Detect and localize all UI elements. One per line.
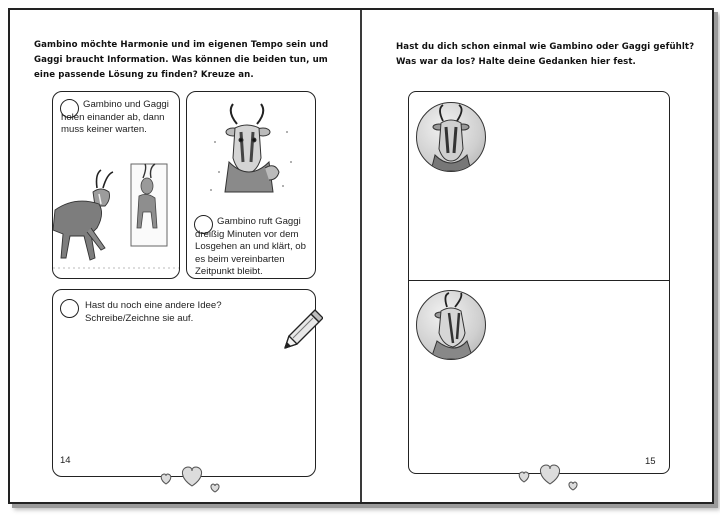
reflection-box [408,91,670,474]
option-card-2 [186,91,316,279]
heart-icon [211,484,219,492]
open-workbook [8,8,714,504]
pencil-icon [281,306,323,350]
right-intro-text: Hast du dich schon einmal wie Gambino oder Gaggi gefühlt? Was war da los? Halte deine Gedanken hier fest. [396,42,695,67]
heart-icon [519,472,529,482]
gaggi-portrait [416,290,486,360]
heart-icon [569,482,577,490]
option-3-line-2: Schreibe/Zeichne sie auf. [85,313,194,324]
heart-icon [161,474,171,484]
option-1-text: Gambino und Gaggi holen einander ab, dann muss keiner warten. [61,99,169,135]
option-2-text: Gambino ruft Gaggi dreißig Minuten vor dem Losgehen an und klärt, ob es beim vereinbarten Zeitpunkt bleibt. [195,216,306,277]
heart-icon [540,465,559,484]
right-page [362,10,712,502]
chamois-scene-illustration [53,158,179,276]
option-card-3 [52,289,316,477]
chamois-icon [53,170,113,260]
left-intro-text: Gambino möchte Harmonie und im eigenen Tempo sein und Gaggi braucht Information. Was können die beiden tun, um eine passende Lösung zu finden? Kreuze an. [34,40,329,80]
heart-icon [182,467,201,486]
hearts-decoration-left [160,462,222,494]
reflection-divider [409,280,669,281]
option-3-line-1: Hast du noch eine andere Idee? [85,300,222,311]
gambino-portrait [416,102,486,172]
chamois-icon [417,103,485,171]
chamois-icon [417,291,485,359]
option-card-1 [52,91,180,279]
left-page [10,10,360,502]
option-3-checkbox[interactable] [60,299,79,318]
page-number-left: 14 [60,455,71,466]
page-number-right: 15 [645,456,656,467]
hearts-decoration-right [518,460,580,492]
chamois-phone-illustration [207,102,297,202]
